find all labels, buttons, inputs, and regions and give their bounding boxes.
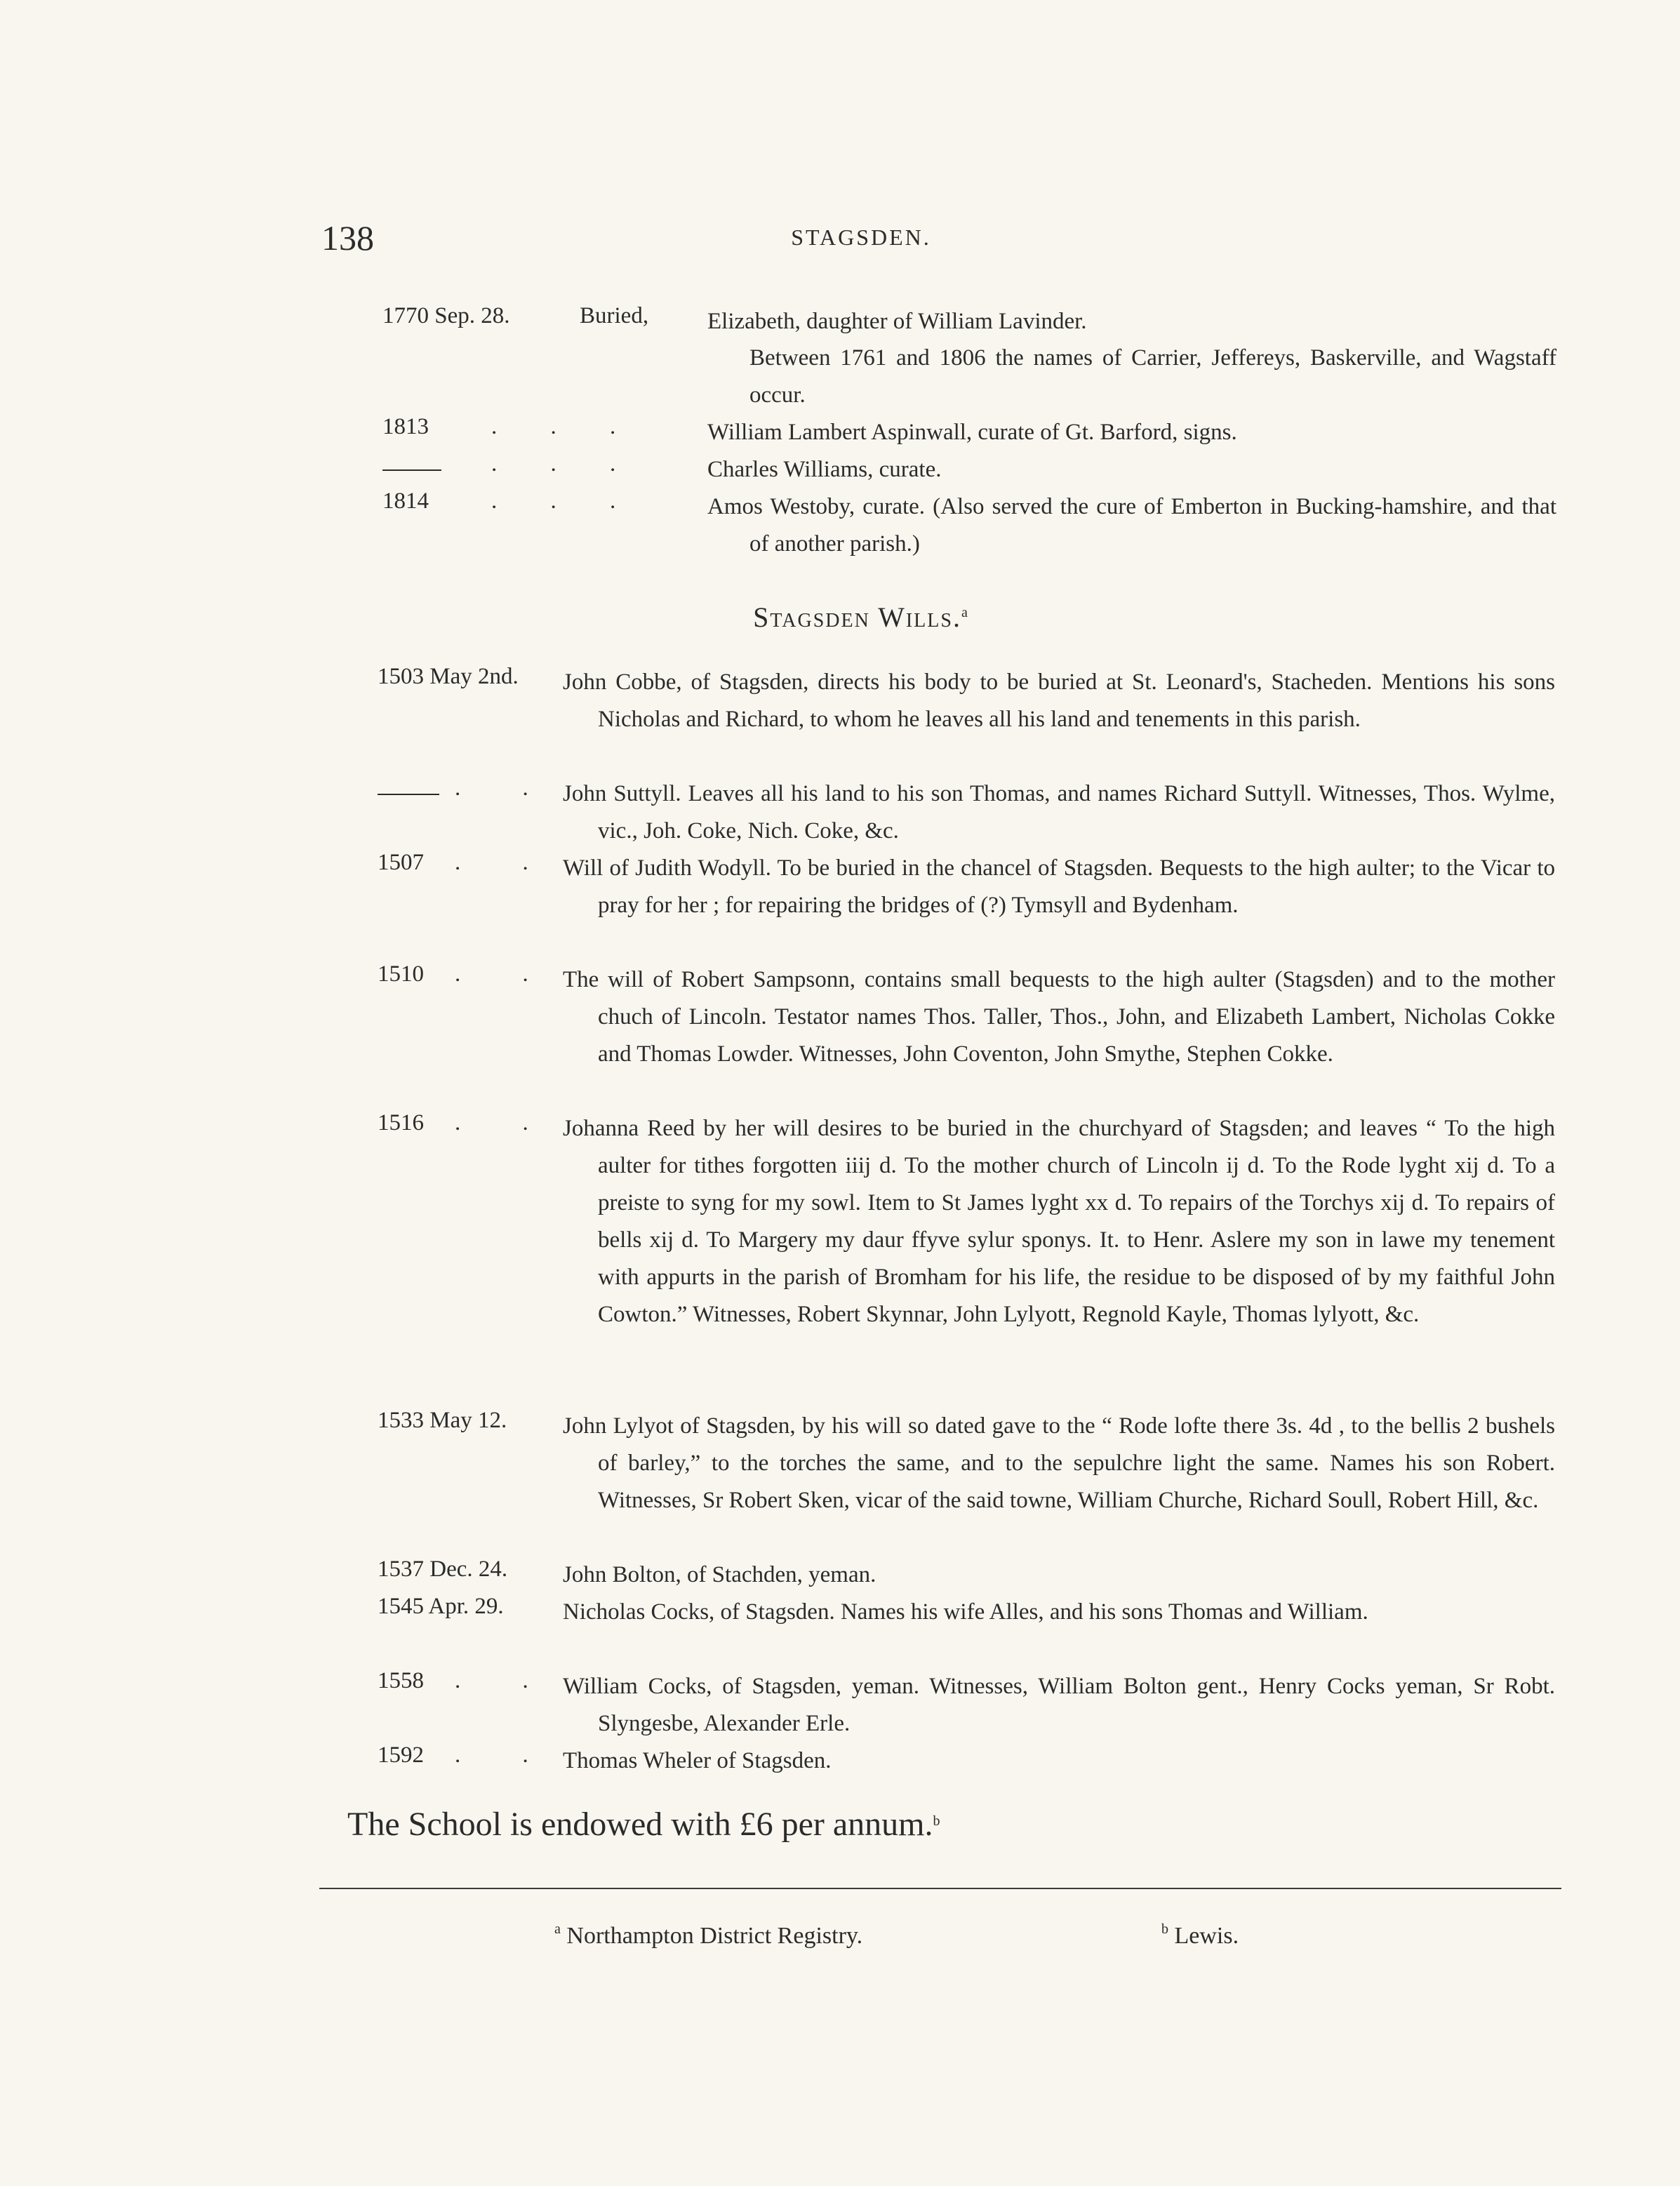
will-text: William Cocks, of Stagsden, yeman. Witnesses, William Bolton gent., Henry Cocks yeman, Sr Robt. Slyngesbe, Alexander Erle. (563, 1674, 1555, 1736)
register-note-text: Between 1761 and 1806 the names of Carrier, Jeffereys, Baskerville, and Wagstaff occur. (749, 345, 1556, 408)
footnote-text: Northampton District Registry. (566, 1923, 863, 1949)
will-dots: . . (455, 775, 556, 801)
will-text: John Bolton, of Stachden, yeman. (563, 1562, 876, 1587)
will-text: Johanna Reed by her will desires to be buried in the churchyard of Stagsden; and leaves “ To the high aulter for tithes forgotten iiij d. To the mother church of Lincoln ij d. To the Rode lyght xij d. To a preiste to syng for my sowl. Item to St James lyght xx d. To repairs of the Torchys xij d. To repairs of bells xij d. To Margery my daur ffyve sylur sponys. It. to Henr. Aslere my son in lawe my tenement with appurts in the parish of Bromham for his life, the residue to be disposed of by my faithful John Cowton.” Witnesses, Robert Skynnar, John Lylyott, Regnold Kayle, Thomas lylyott, &c. (563, 1116, 1555, 1327)
footnote-ref: b (933, 1813, 940, 1829)
register-date: 1770 Sep. 28. (382, 303, 510, 328)
will-dots: . . (455, 1668, 556, 1693)
will-text: John Cobbe, of Stagsden, directs his body to be buried at St. Leonard's, Stacheden. Mentions his sons Nicholas and Richard, to whom he leaves all his land and tenements in this parish. (563, 669, 1555, 732)
will-date: 1558 (378, 1668, 424, 1693)
will-date: 1592 (378, 1742, 424, 1768)
register-text: Charles Williams, curate. (707, 457, 942, 482)
will-dots: . . (455, 1742, 556, 1768)
will-text: Will of Judith Wodyll. To be buried in the chancel of Stagsden. Bequests to the high aulter; to the Vicar to pray for her ; for repairing the bridges of (?) Tymsyll and Bydenham. (563, 855, 1555, 918)
will-date: 1510 (378, 961, 424, 987)
footnote-mark: a (554, 1921, 561, 1937)
will-text: The will of Robert Sampsonn, contains small bequests to the high aulter (Stagsden) and to the mother chuch of Lincoln. Testator names Thos. Taller, Thos., John, and Elizabeth Lambert, Nicholas Cokke and Thomas Lowder. Witnesses, John Coventon, John Smythe, Stephen Cokke. (563, 967, 1555, 1067)
page-number: 138 (321, 218, 374, 258)
school-endowment (347, 1805, 940, 1844)
will-date: 1533 May 12. (378, 1408, 507, 1433)
footnote-b (1161, 1923, 1239, 1950)
ditto-dash (382, 469, 441, 471)
footnote-a (554, 1923, 862, 1950)
will-text: Thomas Wheler of Stagsden. (563, 1748, 832, 1773)
footnote-ref: a (961, 605, 969, 620)
register-text: Amos Westoby, curate. (Also served the cure of Emberton in Bucking-hamshire, and that of another parish.) (707, 494, 1556, 557)
school-endowment-text: The School is endowed with £6 per annum. (347, 1806, 933, 1843)
register-date: 1813 (382, 414, 429, 439)
will-date: 1503 May 2nd. (378, 664, 519, 689)
register-text: Elizabeth, daughter of William Lavinder. (707, 309, 1087, 334)
will-dots: . . (455, 961, 556, 987)
will-date: 1516 (378, 1110, 424, 1135)
register-dots: . . . (491, 451, 640, 476)
will-text: John Suttyll. Leaves all his land to his son Thomas, and names Richard Suttyll. Witnesses, Thos. Wylme, vic., Joh. Coke, Nich. Coke, &c. (563, 781, 1555, 844)
ditto-dash (378, 794, 439, 795)
register-text: William Lambert Aspinwall, curate of Gt. Barford, signs. (707, 420, 1237, 445)
footnote-divider (319, 1888, 1561, 1889)
will-text: Nicholas Cocks, of Stagsden. Names his wife Alles, and his sons Thomas and William. (563, 1599, 1368, 1625)
footnote-text: Lewis. (1174, 1923, 1239, 1949)
footnote-mark: b (1161, 1921, 1168, 1937)
register-dots: . . . (491, 414, 640, 439)
section-heading-text: Stagsden Wills. (753, 601, 961, 633)
running-title: STAGSDEN. (791, 225, 931, 250)
will-text: John Lylyot of Stagsden, by his will so dated gave to the “ Rode lofte there 3s. 4d , to the bellis 2 bushels of barley,” to the torches the same, and to the sepulchre light the same. Names his son Robert. Witnesses, Sr Robert Sken, vicar of the said towne, William Churche, Richard Soull, Robert Hill, &c. (563, 1413, 1555, 1513)
will-date: 1507 (378, 850, 424, 875)
will-dots: . . (455, 850, 556, 875)
register-date: 1814 (382, 488, 429, 514)
will-date: 1545 Apr. 29. (378, 1594, 504, 1619)
section-heading (0, 601, 1680, 634)
will-date: 1537 Dec. 24. (378, 1557, 508, 1582)
will-dots: . . (455, 1110, 556, 1135)
register-dots: . . . (491, 488, 640, 514)
register-type: Buried, (580, 303, 649, 328)
